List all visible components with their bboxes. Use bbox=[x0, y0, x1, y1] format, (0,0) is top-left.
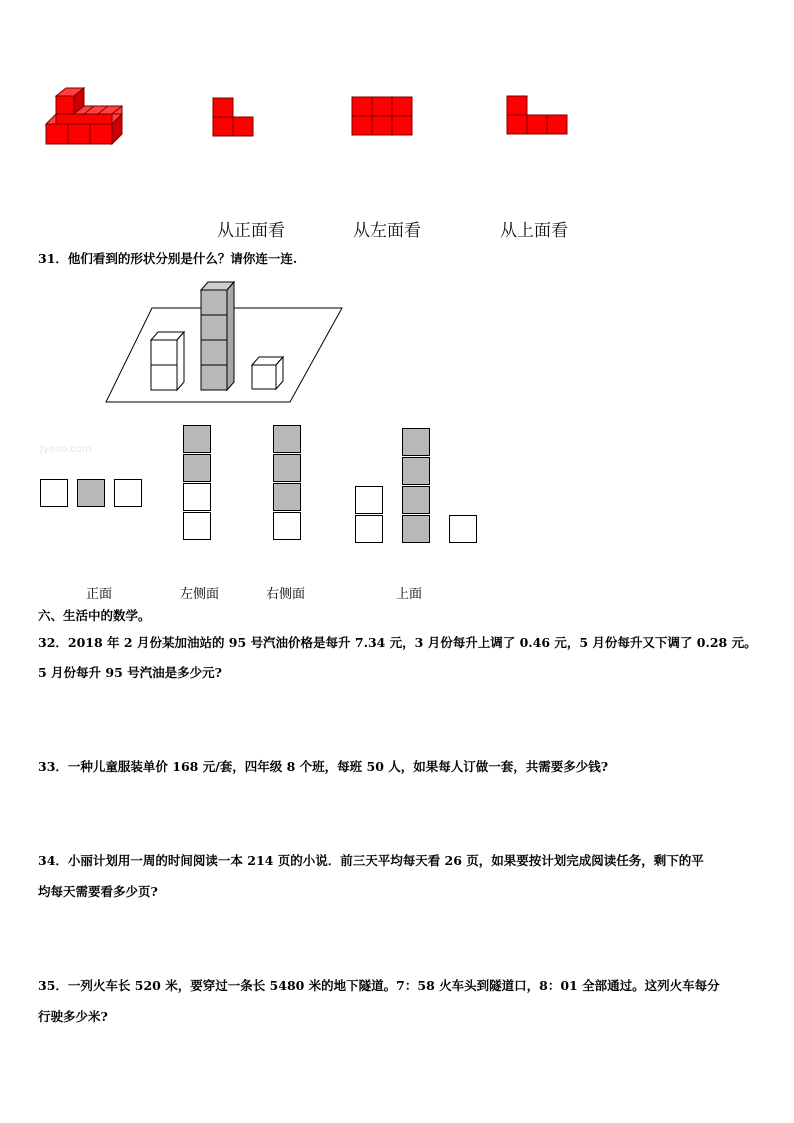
square-white bbox=[449, 515, 477, 543]
watermark: Jyeoo.com bbox=[40, 444, 92, 455]
label-left-side: 左侧面 bbox=[180, 587, 220, 602]
square-white bbox=[114, 479, 142, 507]
section-6-heading: 六、生活中的数学。 bbox=[38, 608, 151, 623]
square-white bbox=[40, 479, 68, 507]
square-gray bbox=[402, 428, 430, 456]
question-32-line-2: 5 月份每升 95 号汽油是多少元? bbox=[38, 665, 222, 680]
square-white bbox=[355, 515, 383, 543]
square-gray bbox=[77, 479, 105, 507]
red-front-view bbox=[213, 98, 253, 136]
view-label-front: 从正面看 bbox=[217, 221, 285, 241]
square-white bbox=[355, 486, 383, 514]
red-cube-solid bbox=[46, 88, 122, 144]
label-front: 正面 bbox=[86, 587, 113, 602]
view-label-left: 从左面看 bbox=[353, 221, 421, 241]
question-35-line-2: 行驶多少米? bbox=[38, 1009, 108, 1024]
square-white bbox=[183, 512, 211, 540]
cube-single bbox=[252, 357, 283, 389]
cube-stack-four bbox=[201, 282, 234, 390]
question-32-line-1: 32．2018 年 2 月份某加油站的 95 号汽油价格是每升 7.34 元，3 月份每升上调了 0.46 元，5 月份每升又下调了 0.28 元。 bbox=[38, 635, 757, 650]
red-left-view bbox=[352, 97, 412, 135]
question-33-line-1: 33．一种儿童服装单价 168 元/套，四年级 8 个班，每班 50 人，如果每人订做一套，共需要多少钱? bbox=[38, 759, 609, 774]
view-label-top: 从上面看 bbox=[500, 221, 568, 241]
label-top: 上面 bbox=[396, 587, 423, 602]
square-white bbox=[183, 483, 211, 511]
square-gray bbox=[402, 515, 430, 543]
square-gray bbox=[183, 454, 211, 482]
red-top-view bbox=[507, 96, 567, 134]
question-34-line-1: 34．小丽计划用一周的时间阅读一本 214 页的小说．前三天平均每天看 26 页，如果要按计划完成阅读任务，剩下的平 bbox=[38, 853, 704, 868]
cube-stack-two bbox=[151, 332, 184, 390]
question-34-line-2: 均每天需要看多少页? bbox=[38, 884, 158, 899]
square-gray bbox=[273, 454, 301, 482]
red-cube-figures bbox=[0, 0, 794, 200]
cubes-on-plane-figure bbox=[100, 278, 350, 406]
label-right-side: 右侧面 bbox=[266, 587, 306, 602]
square-gray bbox=[402, 457, 430, 485]
square-gray bbox=[273, 483, 301, 511]
square-white bbox=[273, 512, 301, 540]
question-35-line-1: 35．一列火车长 520 米，要穿过一条长 5480 米的地下隧道。7：58 火车头到隧道口，8：01 全部通过。这列火车每分 bbox=[38, 978, 720, 993]
square-gray bbox=[273, 425, 301, 453]
square-gray bbox=[183, 425, 211, 453]
question-31-text: 31．他们看到的形状分别是什么？请你连一连. bbox=[38, 251, 298, 266]
square-gray bbox=[402, 486, 430, 514]
